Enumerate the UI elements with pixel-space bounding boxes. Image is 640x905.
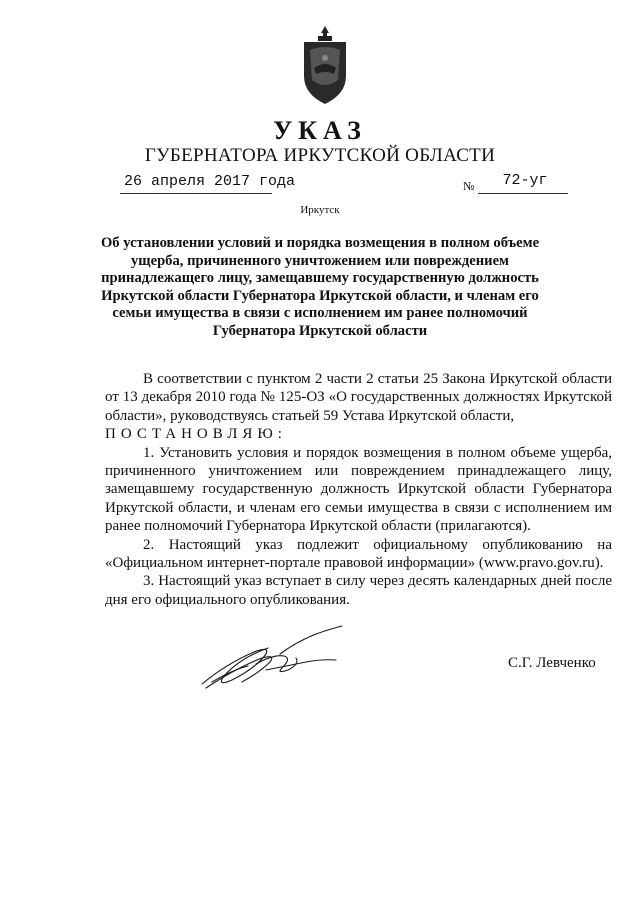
signer-name: С.Г. Левченко	[508, 655, 596, 671]
document-subtitle: ГУБЕРНАТОРА ИРКУТСКОЙ ОБЛАСТИ	[144, 145, 496, 166]
city: Иркутск	[300, 204, 340, 216]
decree-number: 72-уг	[502, 172, 548, 189]
handwritten-signature-icon	[196, 624, 346, 694]
decree-item-2: 2. Настоящий указ подлежит официальному опубликованию на «Официальном интернет-портале правовой информации» (www.pravo.gov.ru).	[105, 536, 612, 572]
decree-item-1: 1. Установить условия и порядок возмещения в полном объеме ущерба, причиненного уничтожением или повреждением принадлежащего лицу, замещавшему государственную должность Иркутской области Губернатора Иркутской области, и членам его семьи имущества в связи с исполнением им ранее полномочий Губернатора Иркутской области (прилагаются).	[105, 444, 612, 535]
decree-item-3: 3. Настоящий указ вступает в силу через десять календарных дней после дня его официального опубликования.	[105, 573, 612, 608]
coat-of-arms-icon	[300, 24, 350, 106]
preamble: В соответствии с пунктом 2 части 2 статьи 25 Закона Иркутской области от 13 декабря 2010 года № 125-ОЗ «О государственных должностях Иркутской области», руководствуясь статьей 59 Устава Иркутской области,	[105, 371, 612, 424]
decree-body	[105, 370, 612, 609]
decree-word: ПОСТАНОВЛЯЮ:	[105, 426, 287, 443]
document-title: УКАЗ	[273, 116, 367, 145]
decree-date: 26 апреля 2017 года	[124, 173, 296, 190]
number-sign: №	[463, 179, 475, 193]
decree-heading: Об установлении условий и порядка возмещения в полном объеме ущерба, причиненного уничтожением или повреждением принадлежащего лицу, замещавшему государственную должность Иркутской области Губернатора Иркутской области, и членам его семьи имущества в связи с исполнением им ранее полномочий Губернатора Иркутской области	[100, 235, 540, 339]
date-underline	[120, 193, 272, 194]
number-underline	[478, 193, 568, 194]
